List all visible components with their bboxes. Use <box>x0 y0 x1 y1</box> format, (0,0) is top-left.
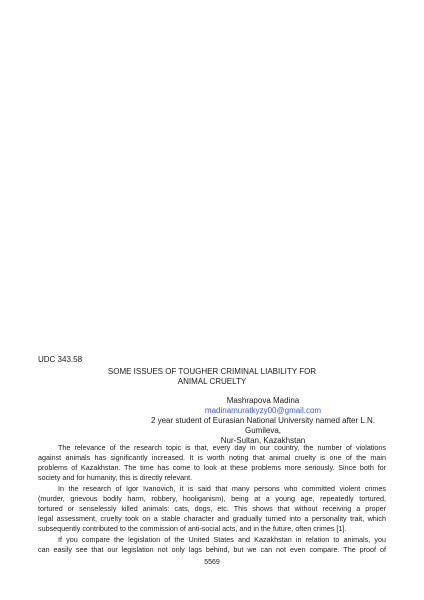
author-block <box>140 396 386 446</box>
text-line: against animals has significantly increased. It is worth noting that animal cruelty is one of the main <box>38 453 386 462</box>
text-line: subsequently contributed to the commission of anti-social acts, and in the future, often crimes [1]. <box>38 524 347 533</box>
text-line: society and for humanity, this is directly relevant. <box>38 473 193 482</box>
article-title <box>38 367 386 387</box>
page-number: 5569 <box>204 559 220 566</box>
author-email-link[interactable]: madinamuratkyzy00@gmail.com <box>204 406 322 415</box>
article-body <box>38 443 386 556</box>
paragraph-comparison <box>38 535 386 555</box>
article-title-line-1: SOME ISSUES OF TOUGHER CRIMINAL LIABILITY FOR <box>107 367 317 376</box>
author-name: Mashrapova Madina <box>226 396 300 405</box>
author-affiliation-line-2: Nur-Sultan, Kazakhstan <box>220 436 306 445</box>
article-title-line-2: ANIMAL CRUELTY <box>177 377 247 386</box>
text-line: tortured or senselessly killed animals: cats, dogs, etc. This shows that without receiving a proper <box>38 504 386 513</box>
udc-code: UDC 343.58 <box>38 355 83 364</box>
paragraph-relevance <box>38 443 386 483</box>
text-line: can easily see that our legislation not only lags behind, but we can not even compare. The proof of <box>38 545 386 554</box>
text-line: In the research of Igor Ivanovich, it is said that many persons who committed violent crimes <box>58 484 386 493</box>
text-line: The relevance of the research topic is that, every day in our country, the number of violations <box>58 443 386 452</box>
paragraph-research <box>38 484 386 534</box>
text-line: If you compare the legislation of the United States and Kazakhstan in relation to animals, you <box>58 535 386 544</box>
text-line: problems of Kazakhstan. The time has come to look at these problems more seriously. Since both for <box>38 463 386 472</box>
author-affiliation-line-1: 2 year student of Eurasian National University named after L.N. Gumileva, <box>150 416 376 435</box>
text-line: legal assessment, cruelty took on a stable character and gradually turned into a personality trait, which <box>38 514 386 523</box>
text-line: (murder, grievous bodily harm, robbery, hooliganism), being at a young age, repeatedly tortured, <box>38 494 386 503</box>
